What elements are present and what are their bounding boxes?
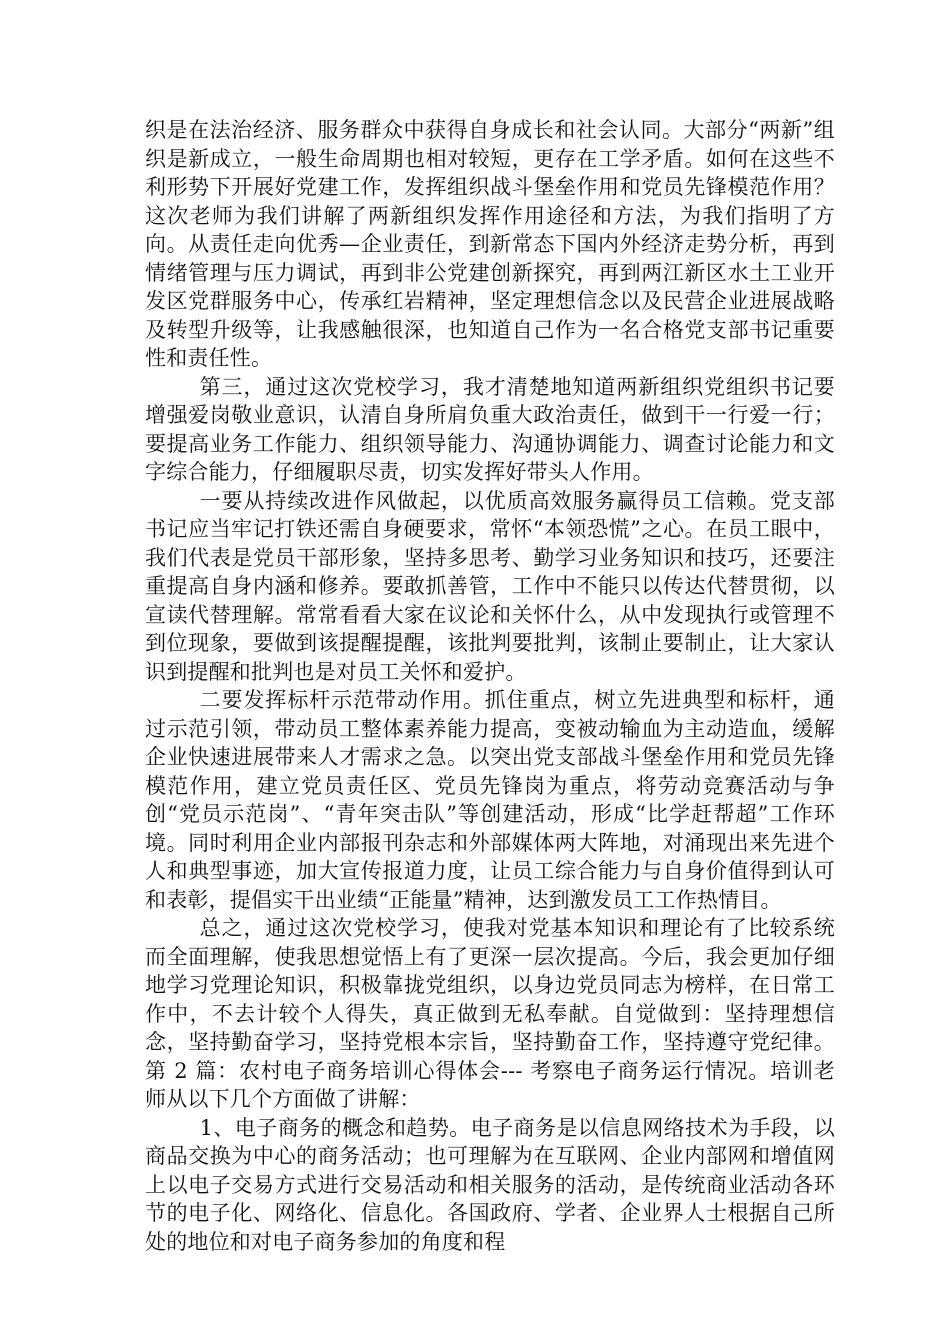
- document-page: [145, 116, 835, 1256]
- paragraph-improve-work-style: 一要从持续改进作风做起，以优质高效服务赢得员工信赖。党支部书记应当牢记打铁还需自身硬要求，常怀“本领恐慌”之心。在员工眼中，我们代表是党员干部形象，坚持多思考、勤学习业务知识和技巧，还要注重提高自身内涵和修养。要敢抓善管，工作中不能只以传达代替贯彻，以宣读代替理解。常常看看大家在议论和关怀什么，从中发现执行或管理不到位现象，要做到该提醒提醒，该批判要批判，该制止要制止，让大家认识到提醒和批判也是对员工关怀和爱护。: [145, 488, 835, 684]
- paragraph-party-building-intro: 织是在法治经济、服务群众中获得自身成长和社会认同。大部分“两新”组织是新成立，一般生命周期也相对较短，更存在工学矛盾。如何在这些不利形势下开展好党建工作，发挥组织战斗堡垒作用和党员先锋模范作用？这次老师为我们讲解了两新组织发挥作用途径和方法，为我们指明了方向。从责任走向优秀—企业责任，到新常态下国内外经济走势分析，再到情绪管理与压力调试，再到非公党建创新探究，再到两江新区水土工业开发区党群服务中心，传承红岩精神，坚定理想信念以及民营企业进展战略及转型升级等，让我感触很深，也知道自己作为一名合格党支部书记重要性和责任性。: [145, 118, 835, 370]
- paragraph-summary: 总之，通过这次党校学习，使我对党基本知识和理论有了比较系统而全面理解，使我思想觉悟上有了更深一层次提高。今后，我会更加仔细地学习党理论知识，积极靠拢党组织，以身边党员同志为榜样，在日常工作中，不去计较个人得失，真正做到无私奉献。自觉做到：坚持理想信念，坚持勤奋学习，坚持党根本宗旨，坚持勤奋工作，坚持遵守党纪律。第 2 篇：农村电子商务培训心得体会--- 考察电子商务运行情况。培训老师从以下几个方面做了讲解：: [145, 916, 835, 1111]
- paragraph-ecommerce-concept: 1、电子商务的概念和趋势。电子商务是以信息网络技术为手段，以商品交换为中心的商务活动；也可理解为在互联网、企业内部网和增值网上以电子交易方式进行交易活动和相关服务的活动，是传统商业活动各环节的电子化、网络化、信息化。各国政府、学者、企业界人士根据自己所处的地位和对电子商务参加的角度和程: [145, 1115, 835, 1254]
- paragraph-third-point: 第三，通过这次党校学习，我才清楚地知道两新组织党组织书记要增强爱岗敬业意识，认清自身所肩负重大政治责任，做到干一行爱一行；要提高业务工作能力、组织领导能力、沟通协调能力、调查讨论能力和文字综合能力，仔细履职尽责，切实发挥好带头人作用。: [145, 374, 835, 484]
- paragraph-benchmark-role: 二要发挥标杆示范带动作用。抓住重点，树立先进典型和标杆，通过示范引领，带动员工整体素养能力提高，变被动输血为主动造血，缓解企业快速进展带来人才需求之急。以突出党支部战斗堡垒作用和党员先锋模范作用，建立党员责任区、党员先锋岗为重点，将劳动竞赛活动与争创“党员示范岗”、“青年突击队”等创建活动，形成“比学赶帮超”工作环境。同时利用企业内部报刊杂志和外部媒体两大阵地，对涌现出来先进个人和典型事迹，加大宣传报道力度，让员工综合能力与自身价值得到认可和表彰，提倡实干出业绩“正能量”精神，达到激发员工工作热情目。: [145, 688, 835, 912]
